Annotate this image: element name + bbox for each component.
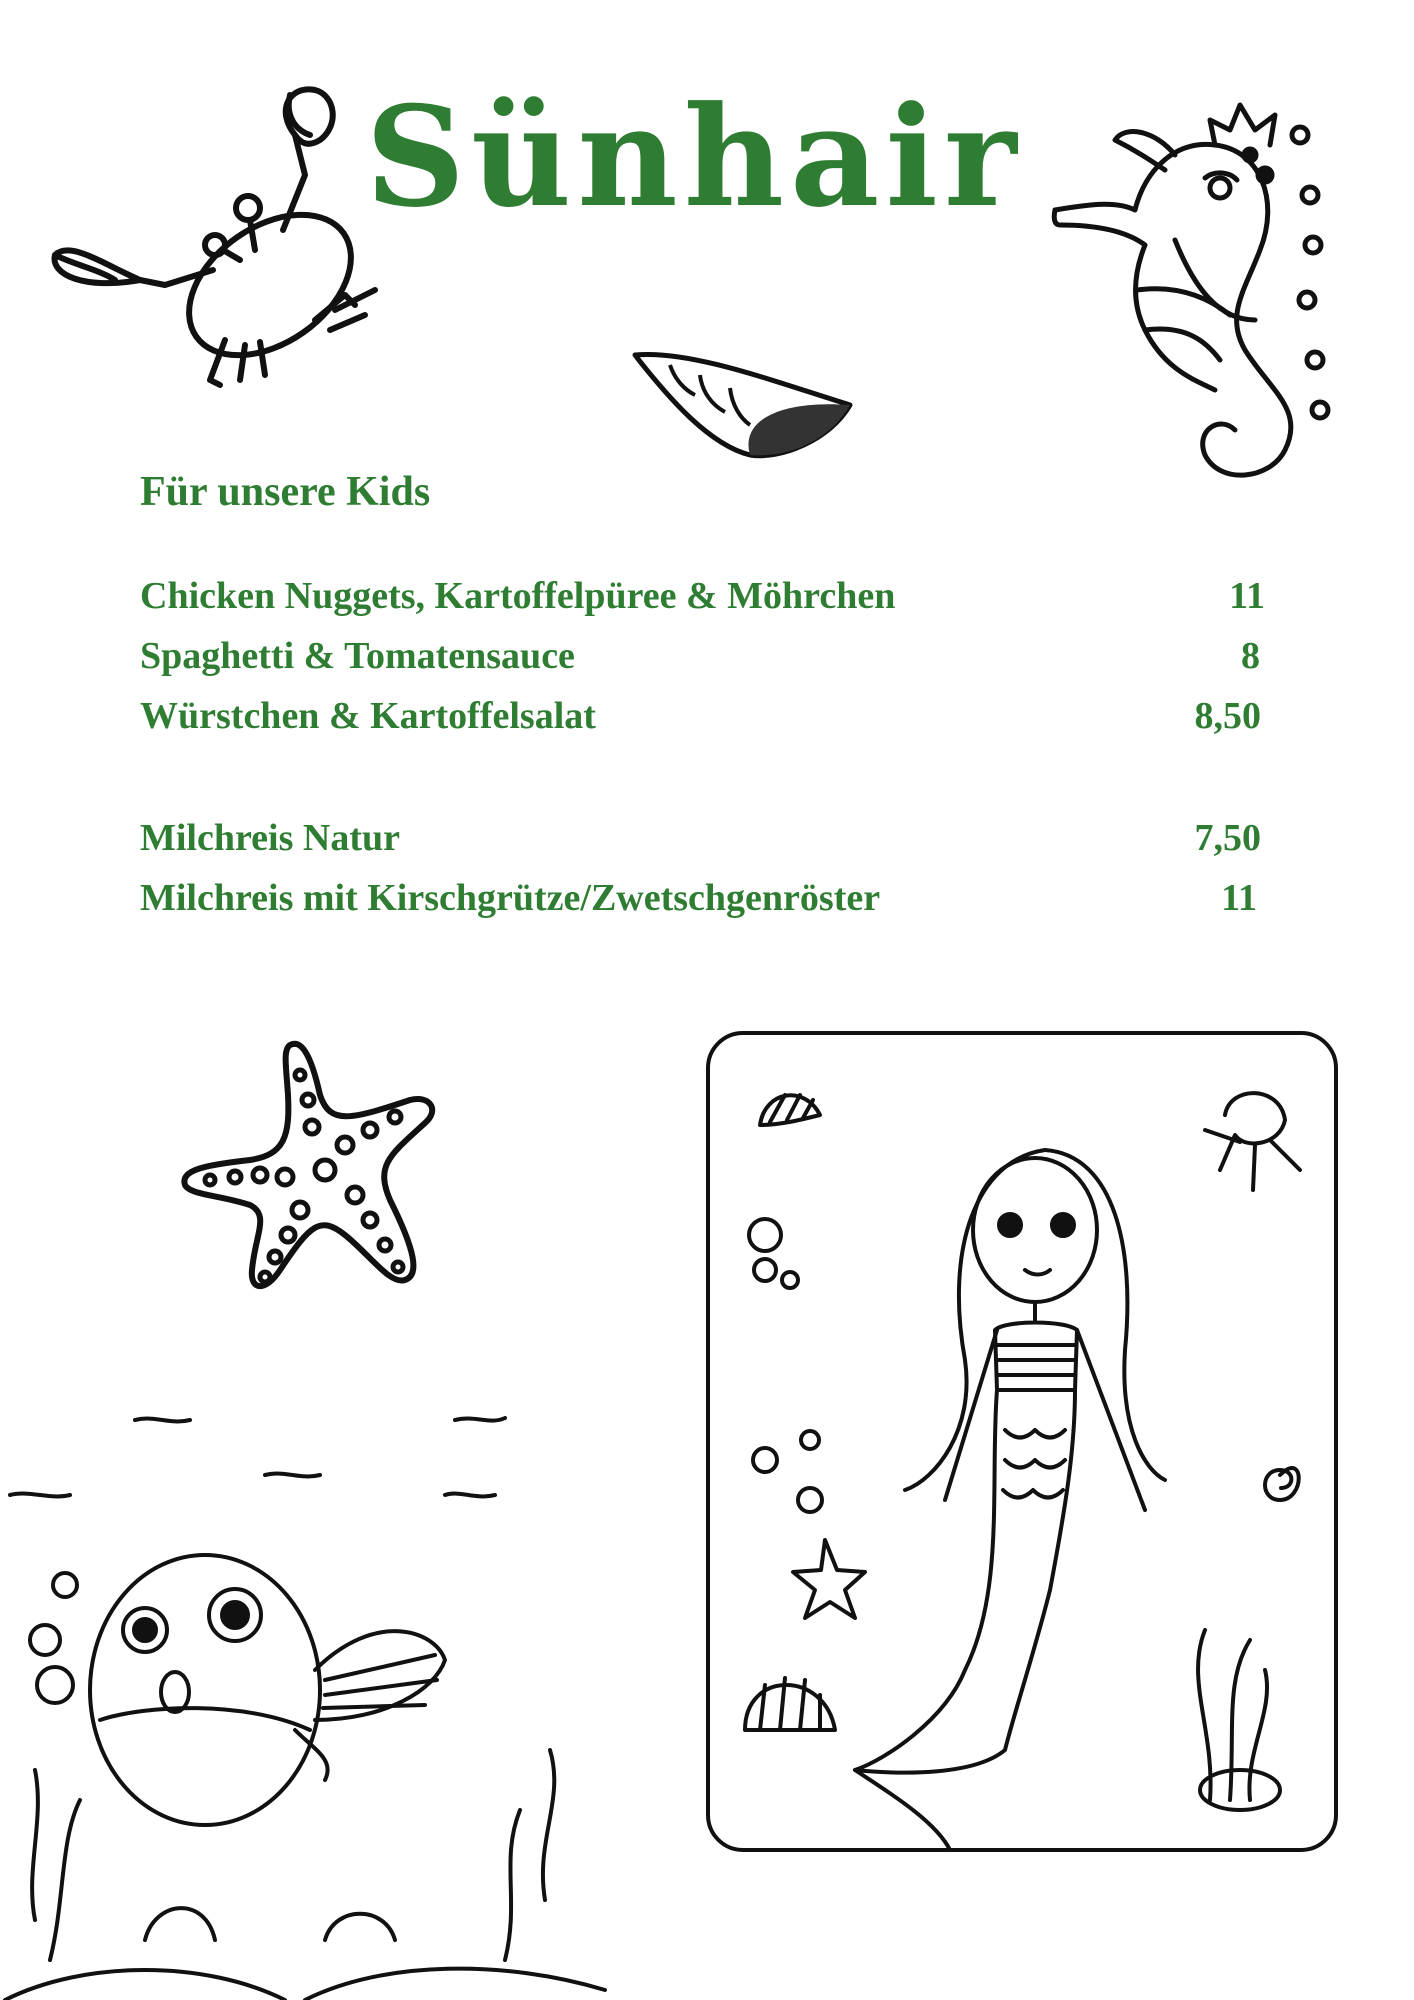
menu-item-name: Spaghetti & Tomatensauce — [140, 635, 575, 677]
pufferfish-icon — [5, 1400, 605, 2000]
menu-item-price: 8 — [1241, 635, 1260, 677]
menu-row — [140, 808, 1275, 868]
menu-row — [140, 686, 1275, 746]
menu-row — [140, 626, 1275, 686]
menu-item-price: 11 — [1229, 575, 1265, 617]
menu-item-price: 11 — [1221, 877, 1257, 919]
section-title: Für unsere Kids — [140, 469, 431, 515]
crab-icon — [45, 80, 385, 410]
menu-item-name: Chicken Nuggets, Kartoffelpüree & Möhrchen — [140, 575, 896, 617]
mermaid-icon — [705, 1030, 1340, 1855]
starfish-icon — [180, 1035, 500, 1355]
menu-row — [140, 868, 1275, 928]
shell-icon — [630, 340, 860, 470]
menu-item-name: Milchreis mit Kirschgrütze/Zwetschgenröster — [140, 877, 881, 919]
menu-row — [140, 566, 1275, 626]
menu-item-price: 7,50 — [1194, 817, 1261, 859]
menu-list — [140, 566, 1275, 928]
menu-item-name: Würstchen & Kartoffelsalat — [140, 695, 596, 737]
menu-item-name: Milchreis Natur — [140, 817, 400, 859]
restaurant-logo-title: Sünhair — [365, 75, 1023, 238]
seahorse-icon — [1045, 60, 1335, 500]
menu-item-price: 8,50 — [1194, 695, 1261, 737]
